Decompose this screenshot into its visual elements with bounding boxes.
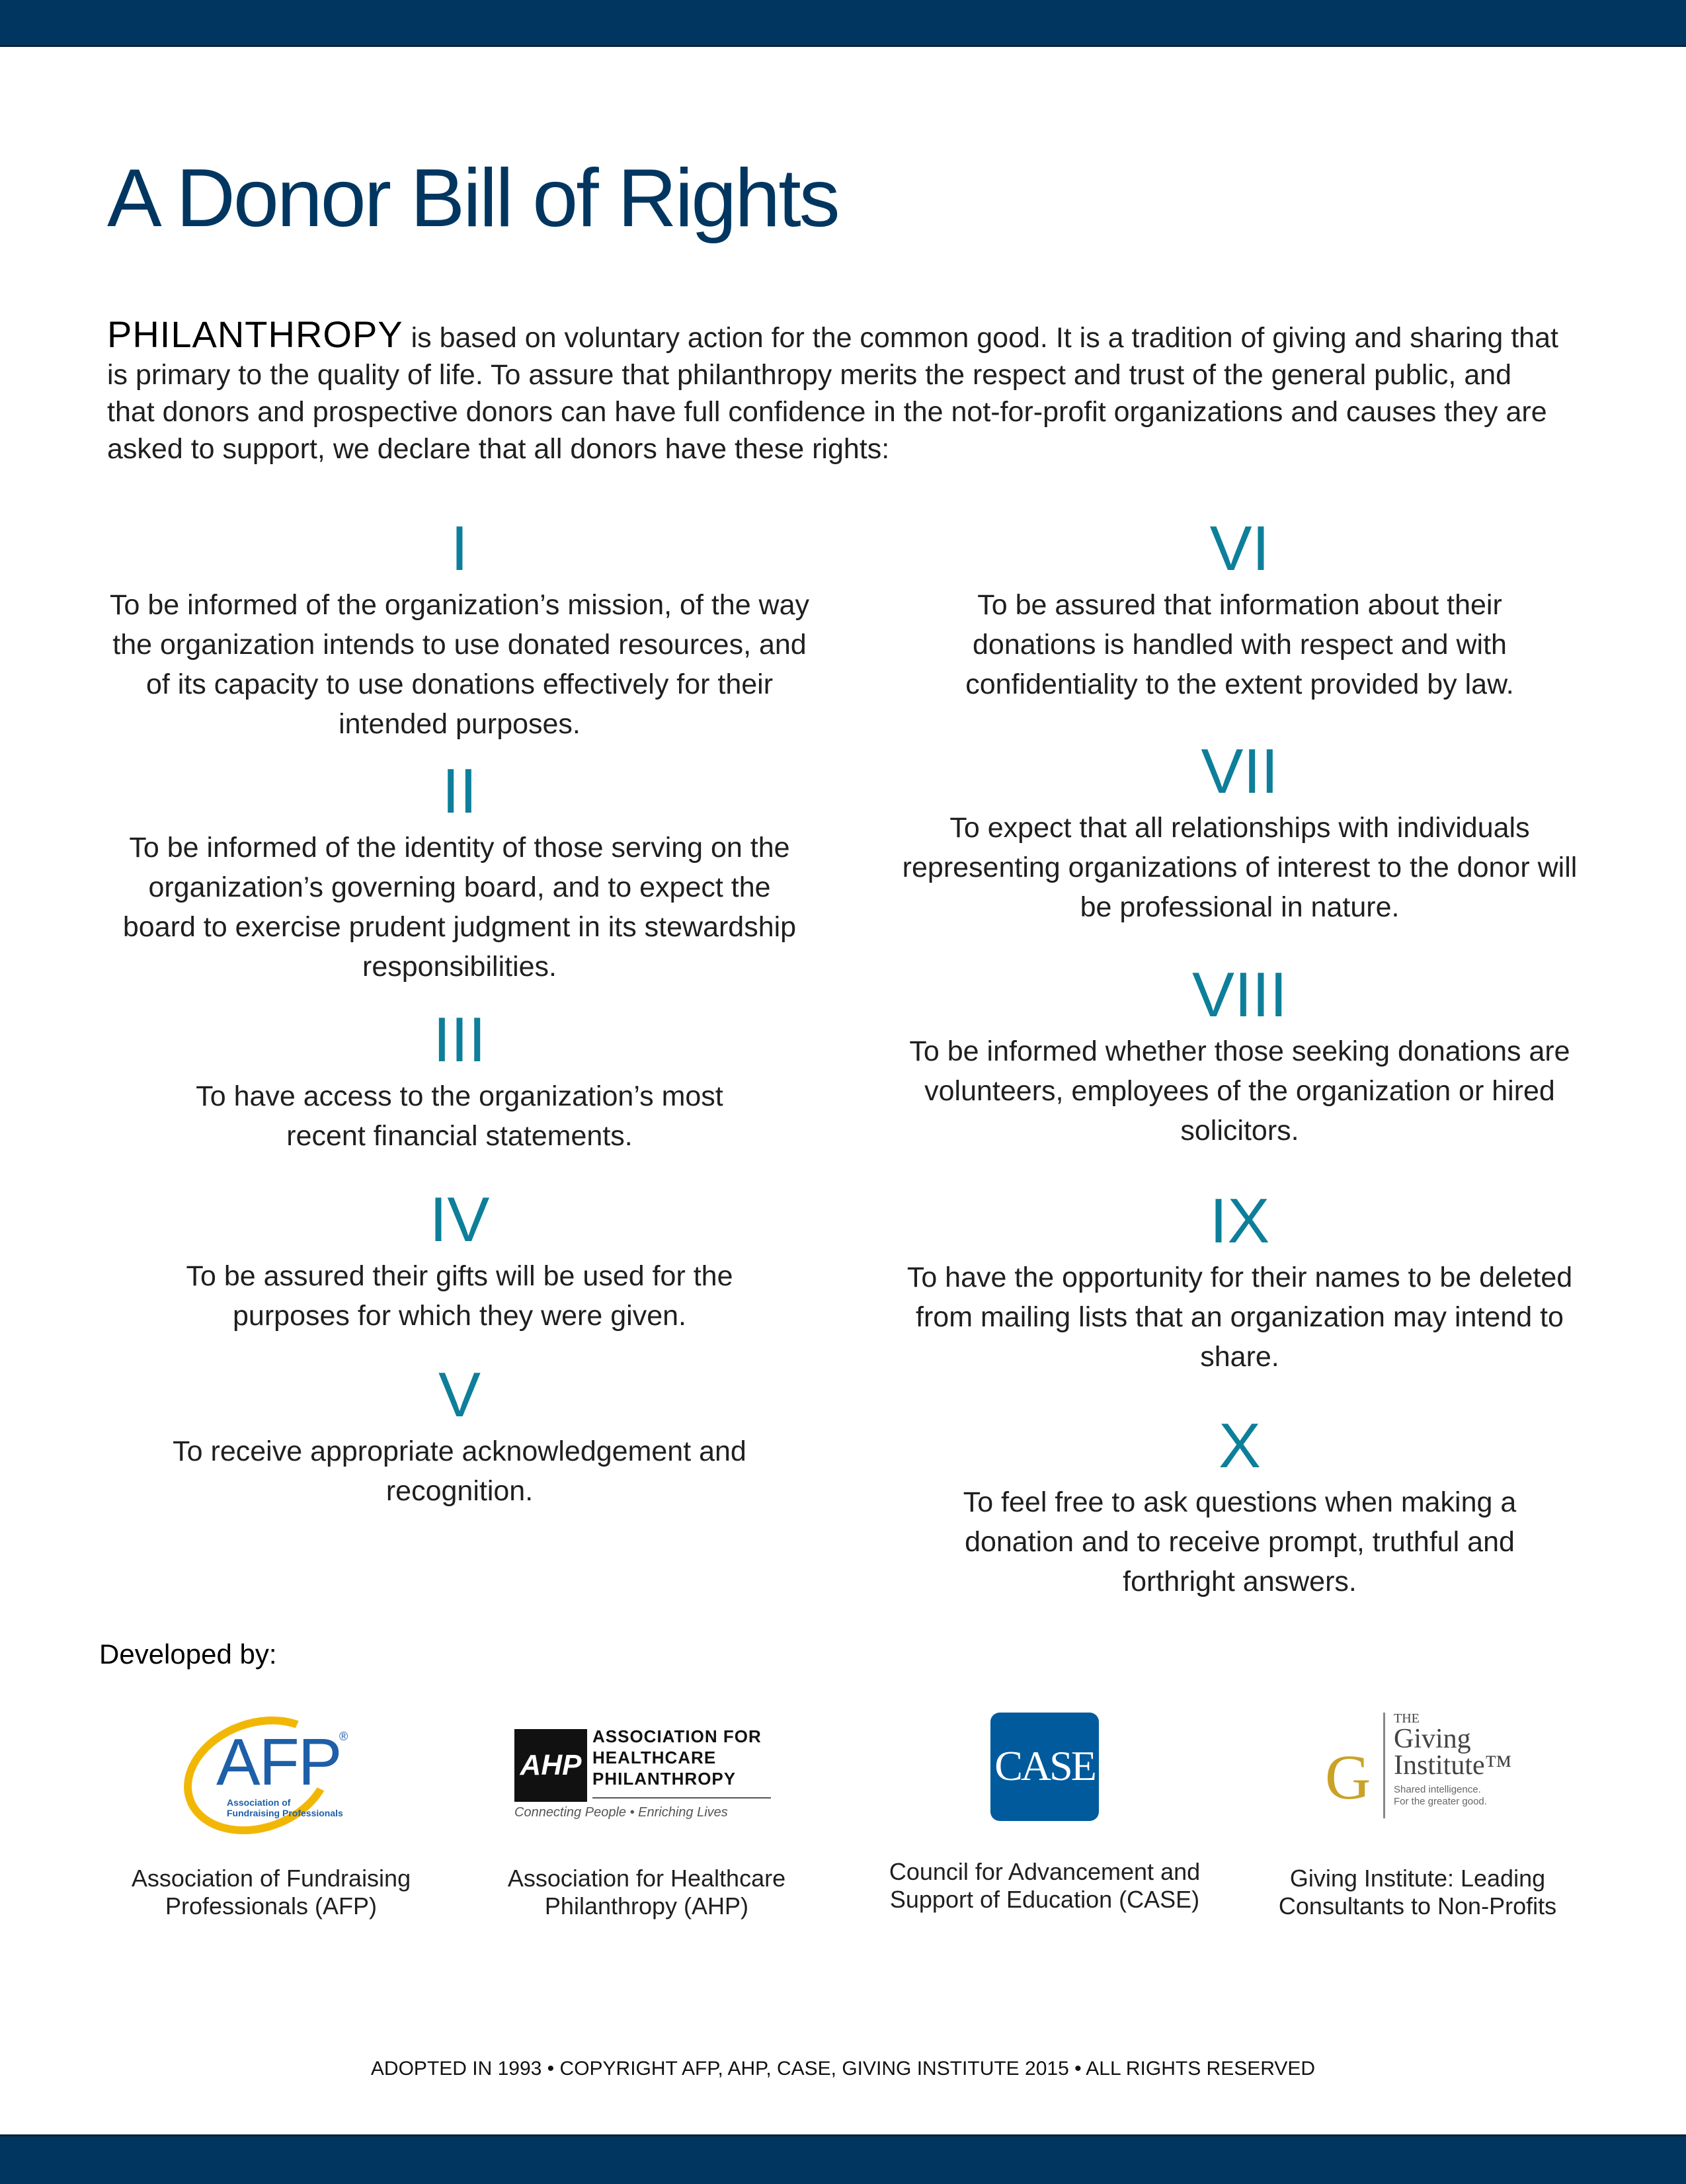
page-title: A Donor Bill of Rights bbox=[107, 153, 838, 244]
gi-name-line: Institute™ bbox=[1394, 1750, 1512, 1781]
intro-text: is based on voluntary action for the common good. It is a tradition of giving and sharing that is primary to the quality of life. To assure that philanthropy merits the respect and trust of the general public, and that donors and prospective donors can have full confidence in the not-for-profit organizations and causes they are asked to support, we declare that all donors have these rights: bbox=[107, 322, 1558, 465]
right-text: To feel free to ask questions when making a donation and to receive prompt, truthful and forthright answers. bbox=[963, 1486, 1517, 1598]
intro-paragraph bbox=[107, 313, 1562, 467]
right-6 bbox=[860, 512, 1620, 704]
org-name bbox=[1232, 1865, 1603, 1920]
org-name bbox=[860, 1858, 1230, 1914]
afp-registered-mark: ® bbox=[339, 1730, 348, 1743]
right-numeral: VI bbox=[1209, 513, 1270, 584]
right-text: To be assured that information about their donations is handled with respect and with confidentiality to the extent provided by law. bbox=[965, 589, 1514, 700]
right-numeral: X bbox=[1218, 1410, 1262, 1481]
right-text: To expect that all relationships with individuals representing organizations of interest to the donor will be professional in nature. bbox=[902, 812, 1578, 923]
right-4 bbox=[73, 1184, 846, 1336]
org-name-line: Council for Advancement and bbox=[889, 1858, 1201, 1885]
gi-name-line: Giving bbox=[1394, 1724, 1471, 1754]
developed-by-label: Developed by: bbox=[99, 1638, 277, 1670]
org-name bbox=[86, 1865, 456, 1920]
right-2 bbox=[73, 755, 846, 987]
gi-tag-line: For the greater good. bbox=[1394, 1796, 1487, 1807]
right-1 bbox=[73, 512, 846, 744]
right-text: To be informed whether those seeking donations are volunteers, employees of the organization or hired solicitors. bbox=[909, 1035, 1570, 1147]
right-5 bbox=[73, 1359, 846, 1511]
right-text: To be informed of the identity of those serving on the organization’s governing board, and to expect the board to exercise prudent judgment in its stewardship responsibilities. bbox=[122, 832, 797, 983]
right-numeral: III bbox=[432, 1004, 486, 1075]
right-10 bbox=[860, 1410, 1620, 1601]
org-name-line: Association of Fundraising bbox=[131, 1865, 411, 1892]
right-text: To have the opportunity for their names to be deleted from mailing lists that an organization may intend to share. bbox=[906, 1262, 1573, 1373]
afp-logo-text: AFP bbox=[216, 1725, 341, 1799]
right-9 bbox=[860, 1185, 1620, 1377]
right-numeral: VIII bbox=[1191, 959, 1288, 1030]
org-name-line: Philanthropy (AHP) bbox=[544, 1892, 749, 1920]
org-name-line: Giving Institute: Leading bbox=[1289, 1865, 1546, 1892]
giving-institute-logo-text bbox=[1394, 1711, 1512, 1808]
bottom-bar bbox=[0, 2134, 1686, 2184]
org-ahp bbox=[462, 1706, 832, 1920]
org-name-line: Association for Healthcare bbox=[507, 1865, 786, 1892]
right-text: To be assured their gifts will be used for the purposes for which they were given. bbox=[186, 1260, 733, 1332]
right-text: To have access to the organization’s most recent financial statements. bbox=[196, 1080, 723, 1152]
intro-lead: PHILANTHROPY bbox=[107, 313, 403, 355]
giving-institute-g-icon: G bbox=[1325, 1742, 1371, 1812]
gi-the: THE bbox=[1394, 1711, 1420, 1726]
ahp-logo-tagline: Connecting People • Enriching Lives bbox=[514, 1805, 728, 1820]
afp-logo-sub-line: Fundraising Professionals bbox=[227, 1808, 343, 1818]
giving-institute-logo bbox=[1318, 1706, 1517, 1838]
right-numeral: V bbox=[438, 1359, 481, 1430]
right-numeral: I bbox=[450, 513, 469, 584]
org-case bbox=[860, 1706, 1230, 1914]
ahp-logo-line: PHILANTHROPY bbox=[592, 1769, 737, 1789]
right-numeral: IV bbox=[429, 1184, 490, 1255]
footer-copyright: ADOPTED IN 1993 • COPYRIGHT AFP, AHP, CASE, GIVING INSTITUTE 2015 • ALL RIGHTS RESERVED bbox=[370, 2058, 1316, 2080]
right-numeral: VII bbox=[1201, 736, 1279, 807]
ahp-logo-line: HEALTHCARE bbox=[592, 1748, 717, 1767]
afp-logo-sub-line: Association of bbox=[227, 1797, 291, 1808]
ahp-logo-text bbox=[592, 1726, 762, 1789]
case-logo-text: CASE bbox=[994, 1742, 1095, 1789]
org-name bbox=[462, 1865, 832, 1920]
org-name-line: Professionals (AFP) bbox=[165, 1892, 378, 1920]
org-name-line: Consultants to Non-Profits bbox=[1278, 1892, 1557, 1920]
gi-tag-line: Shared intelligence. bbox=[1394, 1784, 1481, 1795]
org-afp bbox=[86, 1706, 456, 1920]
giving-institute-rule bbox=[1383, 1713, 1385, 1818]
right-numeral: II bbox=[442, 756, 477, 827]
ahp-logo-mark: AHP bbox=[514, 1729, 587, 1802]
right-numeral: IX bbox=[1209, 1186, 1270, 1256]
ahp-logo bbox=[514, 1706, 779, 1838]
org-giving-institute bbox=[1232, 1706, 1603, 1920]
afp-logo-subtitle bbox=[227, 1797, 343, 1818]
afp-logo bbox=[175, 1706, 367, 1838]
right-text: To be informed of the organization’s mission, of the way the organization intends to use donated resources, and of its capacity to use donations effectively for their intended purposes. bbox=[109, 589, 810, 740]
ahp-logo-line: ASSOCIATION FOR bbox=[592, 1726, 762, 1746]
right-8 bbox=[860, 959, 1620, 1151]
ahp-logo-rule bbox=[592, 1797, 771, 1799]
org-name-line: Support of Education (CASE) bbox=[889, 1886, 1200, 1913]
right-3 bbox=[73, 1004, 846, 1156]
case-logo bbox=[990, 1713, 1099, 1821]
right-text: To receive appropriate acknowledgement and recognition. bbox=[173, 1436, 746, 1507]
right-7 bbox=[860, 735, 1620, 927]
top-bar bbox=[0, 0, 1686, 47]
gi-tagline bbox=[1394, 1784, 1512, 1808]
